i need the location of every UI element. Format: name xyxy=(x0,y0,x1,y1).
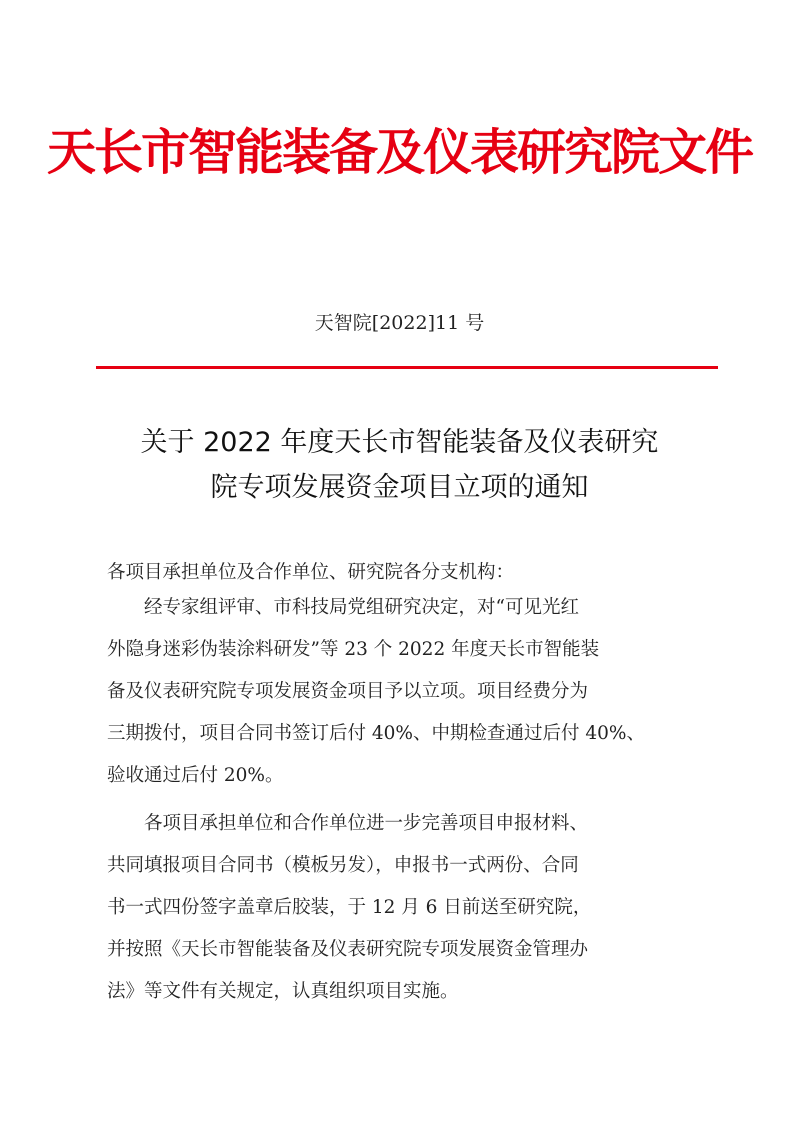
document-number: 天智院[2022]11 号 xyxy=(314,312,485,334)
paragraph-line: 经专家组评审、市科技局党组研究决定，对“可见光红 xyxy=(107,597,579,618)
paragraph-line: 备及仪表研究院专项发展资金项目予以立项。项目经费分为 xyxy=(107,681,589,702)
paragraph-line: 验收通过后付 20%。 xyxy=(107,765,284,786)
paragraph-line: 书一式四份签字盖章后胶装，于 12 月 6 日前送至研究院， xyxy=(107,897,592,918)
paragraph-line: 外隐身迷彩伪装涂料研发”等 23 个 2022 年度天长市智能装 xyxy=(107,639,600,660)
notice-title xyxy=(60,420,739,510)
paragraph-line: 法》等文件有关规定，认真组织项目实施。 xyxy=(107,981,459,1002)
paragraph-line: 共同填报项目合同书（模板另发），申报书一式两份、合同 xyxy=(107,855,579,876)
salutation: 各项目承担单位及合作单位、研究院各分支机构： xyxy=(107,562,515,583)
paragraph-line: 各项目承担单位和合作单位进一步完善项目申报材料、 xyxy=(107,813,589,834)
notice-title-line: 院专项发展资金项目立项的通知 xyxy=(210,472,589,503)
org-header-title: 天长市智能装备及仪表研究院文件 xyxy=(46,123,752,181)
body-paragraph xyxy=(107,587,707,797)
paragraph-line: 三期拨付，项目合同书签订后付 40%、中期检查通过后付 40%、 xyxy=(107,723,646,744)
red-divider-line xyxy=(96,366,718,369)
paragraph-line: 并按照《天长市智能装备及仪表研究院专项发展资金管理办 xyxy=(107,939,589,960)
body-paragraph xyxy=(107,803,707,1013)
notice-title-line: 关于 2022 年度天长市智能装备及仪表研究 xyxy=(140,427,659,458)
